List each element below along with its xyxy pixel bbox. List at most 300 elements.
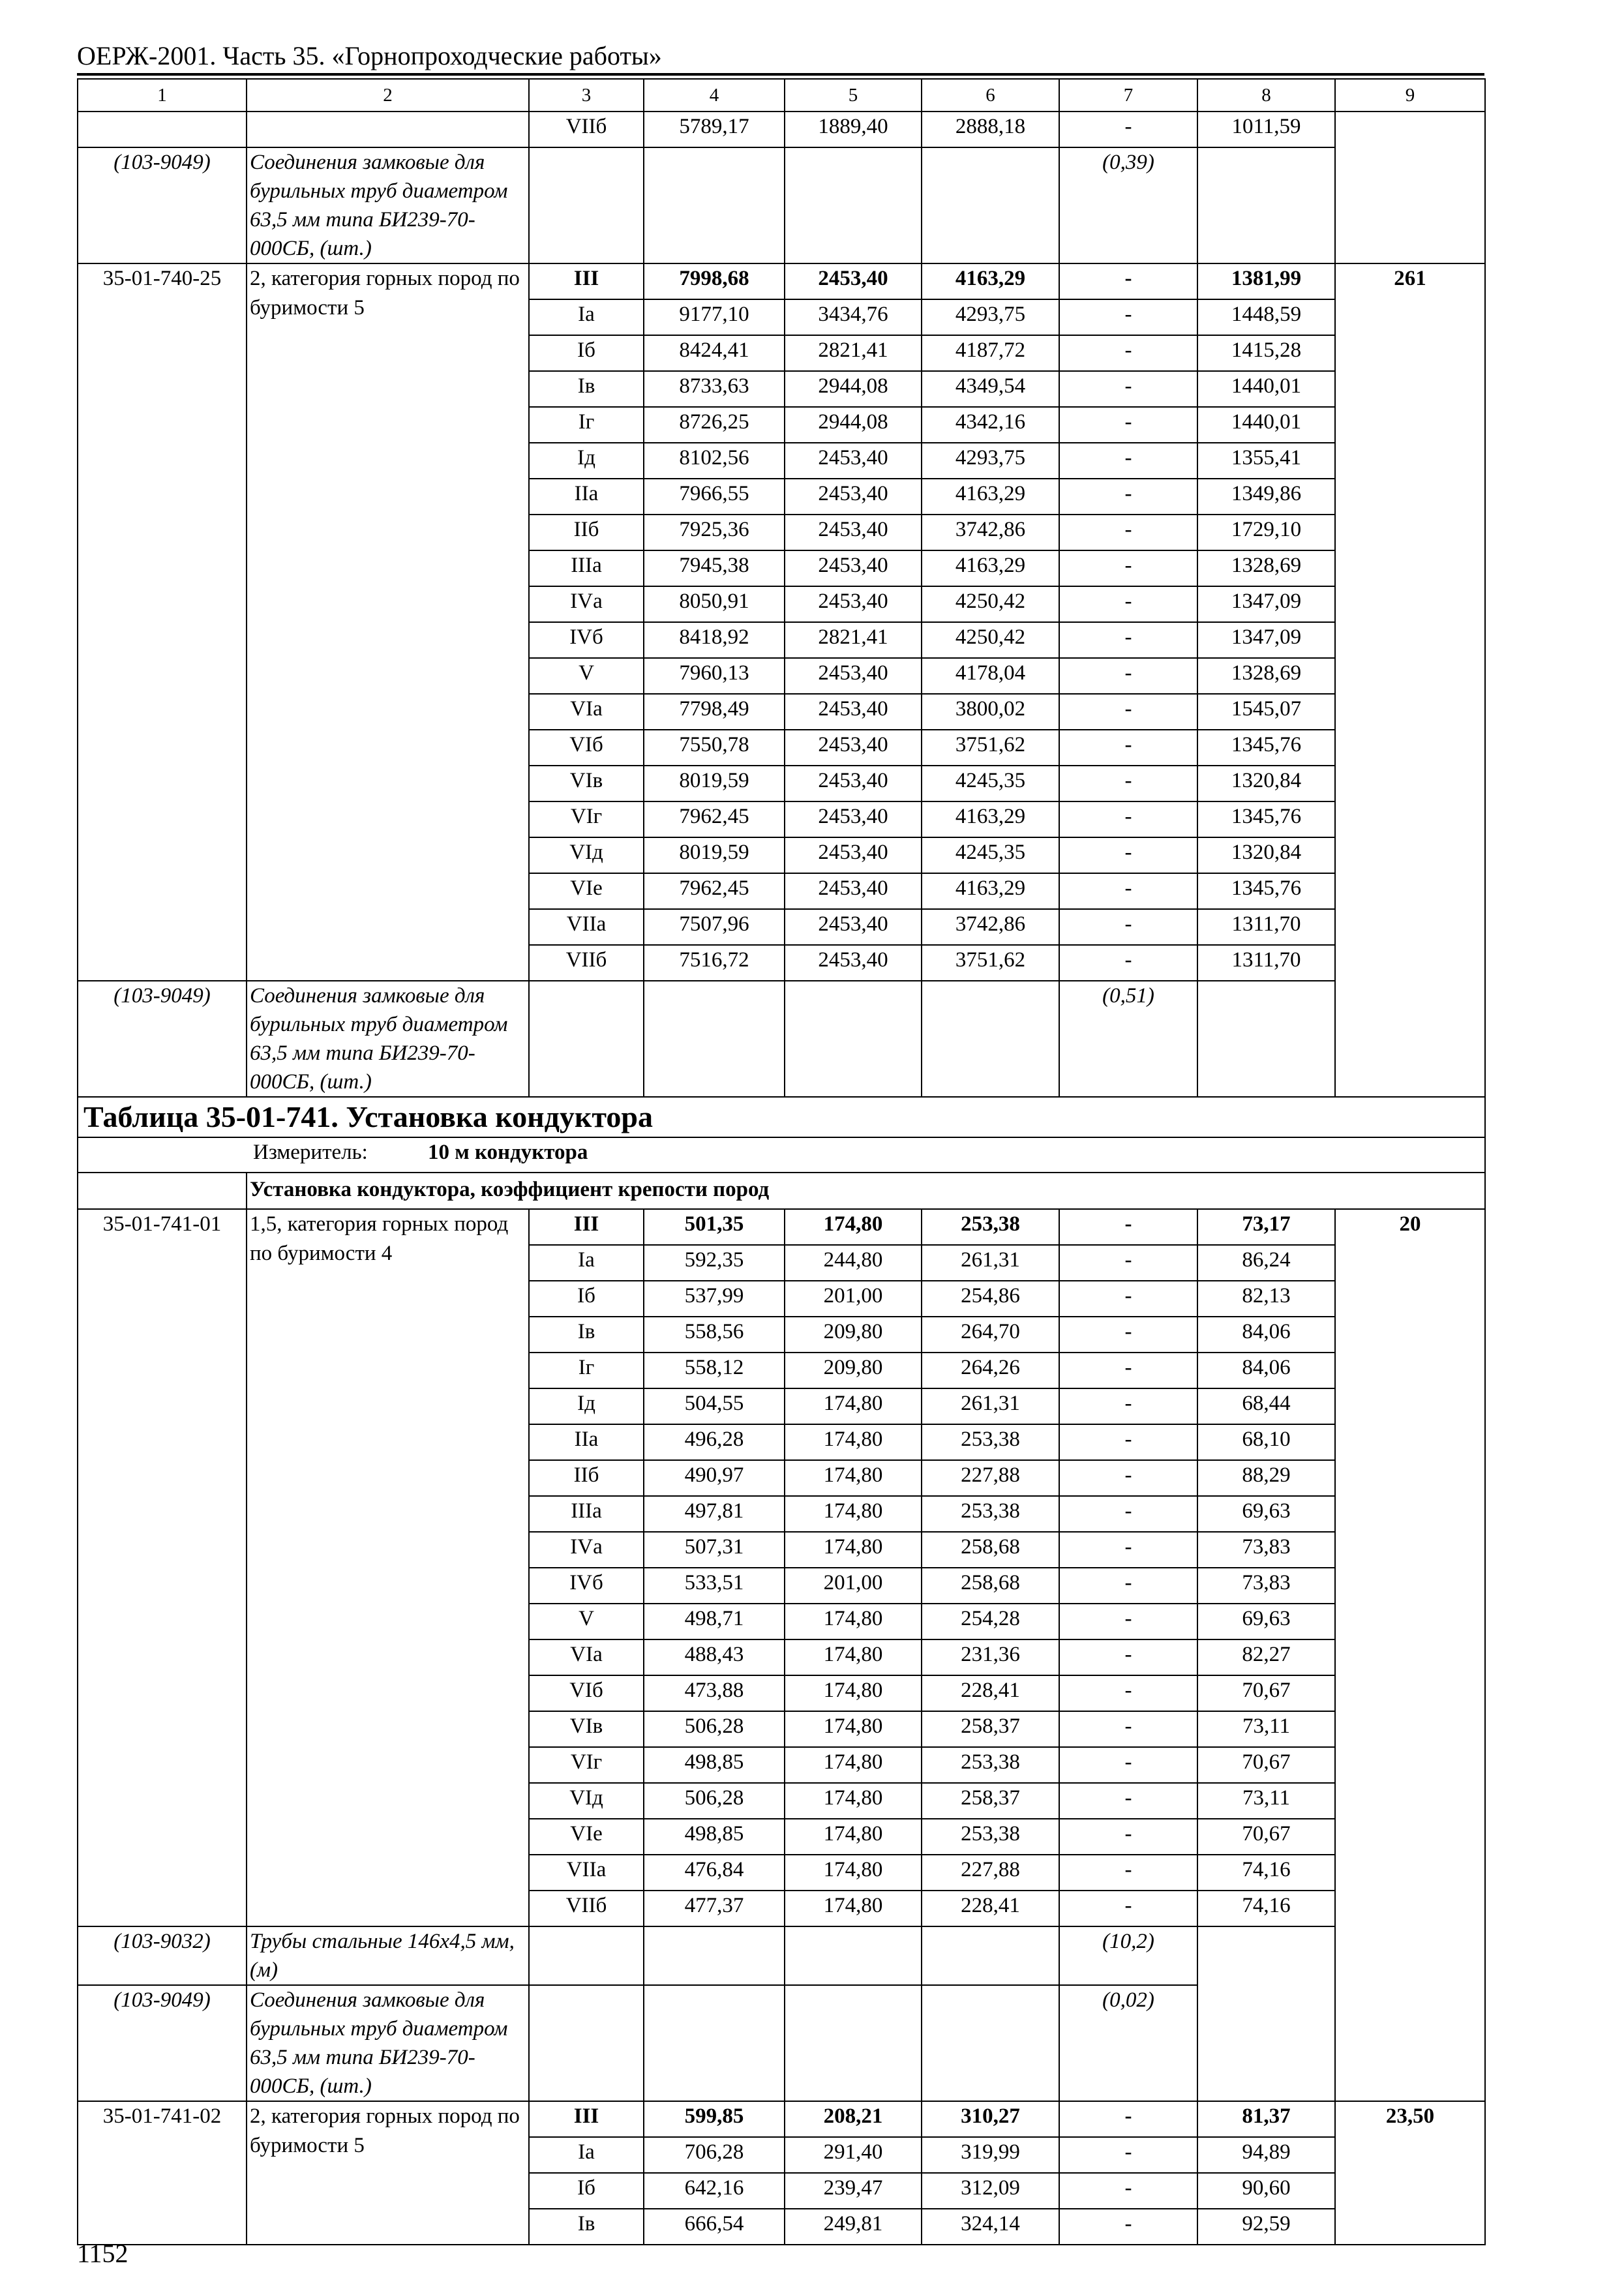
value-cell-c7: -: [1059, 586, 1197, 622]
value-cell-c6: 253,38: [922, 1209, 1059, 1245]
value-cell-c7: -: [1059, 335, 1197, 371]
page-number: 1152: [77, 2239, 128, 2268]
value-cell-c8: 1320,84: [1197, 766, 1335, 801]
value-cell-c7: -: [1059, 515, 1197, 550]
value-cell-c8: 1349,86: [1197, 479, 1335, 515]
value-cell-c8: 1448,59: [1197, 299, 1335, 335]
value-cell-c8: 74,16: [1197, 1855, 1335, 1891]
material-name-text: Соединения замковые для бурильных труб диаметром 63,5 мм типа БИ239-70-000СБ, (шт.): [250, 1988, 508, 2098]
region-cell: Iв: [529, 371, 644, 407]
value-cell-c6: 4245,35: [922, 837, 1059, 873]
value-cell-c5: 209,80: [785, 1317, 922, 1353]
value-cell-c8: 1328,69: [1197, 550, 1335, 586]
value-cell-c6: 253,38: [922, 1496, 1059, 1532]
value-cell-c4: 7962,45: [644, 801, 785, 837]
item-description: 2, категория горных пород по буримости 5: [247, 2101, 529, 2245]
value-cell-c7: -: [1059, 550, 1197, 586]
value-cell-c7: -: [1059, 766, 1197, 801]
value-cell-c8: 1347,09: [1197, 622, 1335, 658]
material-name: [247, 981, 529, 1097]
value-cell-c4: 8424,41: [644, 335, 785, 371]
value-cell-c7: -: [1059, 1209, 1197, 1245]
value-cell-c6: 4163,29: [922, 263, 1059, 299]
value-cell-c6: 4187,72: [922, 335, 1059, 371]
value-cell-c4: 533,51: [644, 1568, 785, 1604]
value-cell-c4: 558,12: [644, 1353, 785, 1388]
item-total: 20: [1335, 1209, 1485, 2101]
value-cell-c6: 254,28: [922, 1604, 1059, 1639]
value-cell-c6: 253,38: [922, 1424, 1059, 1460]
region-cell: VIа: [529, 1639, 644, 1675]
value-cell-c7: -: [1059, 694, 1197, 730]
column-number: 6: [922, 79, 1059, 112]
region-cell: Iб: [529, 1281, 644, 1317]
value-cell-c5: 2944,08: [785, 407, 922, 443]
value-cell-c4: 537,99: [644, 1281, 785, 1317]
subheading-row: [78, 1173, 1485, 1209]
value-cell-c6: 319,99: [922, 2137, 1059, 2173]
value-cell-c8: 1347,09: [1197, 586, 1335, 622]
material-quantity: (0,02): [1059, 1985, 1197, 2101]
material-code: (103-9049): [78, 1985, 247, 2101]
material-code: (103-9032): [78, 1926, 247, 1985]
total-cell: [1335, 112, 1485, 263]
region-cell: V: [529, 1604, 644, 1639]
value-cell-c6: 264,70: [922, 1317, 1059, 1353]
material-quantity: (0,51): [1059, 981, 1197, 1097]
value-cell-c4: 7945,38: [644, 550, 785, 586]
empty-cell: [922, 147, 1059, 263]
value-cell-c4: 7925,36: [644, 515, 785, 550]
value-cell-c6: 254,86: [922, 1281, 1059, 1317]
table-title-row: [78, 1097, 1485, 1137]
value-cell-c8: 82,27: [1197, 1639, 1335, 1675]
value-cell-c5: 2453,40: [785, 766, 922, 801]
value-cell-c6: 4163,29: [922, 801, 1059, 837]
value-cell-c7: -: [1059, 1855, 1197, 1891]
empty-cell: [644, 1926, 785, 1985]
region-cell: Iб: [529, 335, 644, 371]
value-cell-c4: 498,71: [644, 1604, 785, 1639]
value-cell-c4: 592,35: [644, 1245, 785, 1281]
region-cell: IVб: [529, 622, 644, 658]
value-cell-c8: 73,17: [1197, 1209, 1335, 1245]
column-number: 1: [78, 79, 247, 112]
region-cell: III: [529, 2101, 644, 2137]
value-cell-c8: 90,60: [1197, 2173, 1335, 2209]
value-cell-c4: 7960,13: [644, 658, 785, 694]
value-cell-c8: 92,59: [1197, 2209, 1335, 2245]
value-cell-c5: 2821,41: [785, 622, 922, 658]
subheading: Установка кондуктора, коэффициент крепости пород: [247, 1173, 1485, 1209]
value-cell-c8: 82,13: [1197, 1281, 1335, 1317]
column-number: 3: [529, 79, 644, 112]
value-cell-c8: 69,63: [1197, 1604, 1335, 1639]
region-cell: IVа: [529, 1532, 644, 1568]
value-cell-c5: 174,80: [785, 1711, 922, 1747]
value-cell-c6: 227,88: [922, 1855, 1059, 1891]
material-code: (103-9049): [78, 147, 247, 263]
region-cell: III: [529, 263, 644, 299]
value-cell-c5: 2453,40: [785, 550, 922, 586]
value-cell-c5: 1889,40: [785, 112, 922, 147]
value-cell-c8: 73,83: [1197, 1568, 1335, 1604]
value-cell-c5: 208,21: [785, 2101, 922, 2137]
value-cell-c4: 7507,96: [644, 909, 785, 945]
value-cell-c4: 8733,63: [644, 371, 785, 407]
value-cell-c5: 174,80: [785, 1209, 922, 1245]
value-cell-c4: 477,37: [644, 1891, 785, 1926]
region-cell: Iа: [529, 2137, 644, 2173]
value-cell-c4: 558,56: [644, 1317, 785, 1353]
value-cell-c8: 1345,76: [1197, 873, 1335, 909]
empty-cell: [785, 147, 922, 263]
region-cell: VIIа: [529, 1855, 644, 1891]
value-cell-c7: -: [1059, 1245, 1197, 1281]
code-cell: [78, 112, 247, 147]
value-cell-c4: 642,16: [644, 2173, 785, 2209]
value-cell-c4: 7962,45: [644, 873, 785, 909]
value-cell-c5: 239,47: [785, 2173, 922, 2209]
value-cell-c5: 174,80: [785, 1532, 922, 1568]
item-description: 2, категория горных пород по буримости 5: [247, 263, 529, 981]
value-cell-c7: -: [1059, 299, 1197, 335]
value-cell-c4: 497,81: [644, 1496, 785, 1532]
region-cell: Iг: [529, 1353, 644, 1388]
empty-cell: [529, 1926, 644, 1985]
item-total: 261: [1335, 263, 1485, 1097]
region-cell: VIб: [529, 1675, 644, 1711]
value-cell-c8: 73,83: [1197, 1532, 1335, 1568]
value-cell-c7: -: [1059, 658, 1197, 694]
value-cell-c8: 84,06: [1197, 1317, 1335, 1353]
item-code: 35-01-740-25: [78, 263, 247, 981]
value-cell-c7: -: [1059, 1317, 1197, 1353]
material-name-text: Соединения замковые для бурильных труб диаметром 63,5 мм типа БИ239-70-000СБ, (шт.): [250, 984, 508, 1094]
material-name: [247, 1985, 529, 2101]
value-cell-c8: 1311,70: [1197, 945, 1335, 981]
value-cell-c5: 2453,40: [785, 694, 922, 730]
value-cell-c8: 1345,76: [1197, 730, 1335, 766]
region-cell: VIIб: [529, 945, 644, 981]
value-cell-c6: 258,37: [922, 1783, 1059, 1819]
region-cell: IIб: [529, 1460, 644, 1496]
unit-cell: [78, 1137, 1485, 1173]
value-cell-c5: 174,80: [785, 1460, 922, 1496]
material-row: [78, 981, 1485, 1097]
value-cell-c7: -: [1059, 1424, 1197, 1460]
value-cell-c5: 3434,76: [785, 299, 922, 335]
region-cell: VIа: [529, 694, 644, 730]
value-cell-c6: 228,41: [922, 1675, 1059, 1711]
table-row: [78, 2101, 1485, 2137]
value-cell-c7: -: [1059, 1604, 1197, 1639]
value-cell-c7: -: [1059, 2101, 1197, 2137]
value-cell-c7: -: [1059, 371, 1197, 407]
value-cell-c7: -: [1059, 263, 1197, 299]
value-cell-c4: 498,85: [644, 1747, 785, 1783]
value-cell-c5: 244,80: [785, 1245, 922, 1281]
region-cell: IIа: [529, 1424, 644, 1460]
material-row: [78, 1985, 1485, 2101]
value-cell-c8: 88,29: [1197, 1460, 1335, 1496]
value-cell-c5: 174,80: [785, 1855, 922, 1891]
value-cell-c7: -: [1059, 622, 1197, 658]
value-cell-c8: 74,16: [1197, 1891, 1335, 1926]
value-cell-c5: 174,80: [785, 1819, 922, 1855]
value-cell-c8: 1415,28: [1197, 335, 1335, 371]
value-cell-c6: 4163,29: [922, 873, 1059, 909]
value-cell-c8: 94,89: [1197, 2137, 1335, 2173]
value-cell-c8: 70,67: [1197, 1675, 1335, 1711]
table-row: [78, 263, 1485, 299]
value-cell-c6: 4342,16: [922, 407, 1059, 443]
value-cell-c5: 2821,41: [785, 335, 922, 371]
value-cell-c4: 7516,72: [644, 945, 785, 981]
value-cell-c7: -: [1059, 873, 1197, 909]
value-cell-c4: 9177,10: [644, 299, 785, 335]
value-cell-c7: -: [1059, 443, 1197, 479]
value-cell-c7: -: [1059, 2137, 1197, 2173]
value-cell-c5: 2453,40: [785, 263, 922, 299]
region-cell: IIIа: [529, 550, 644, 586]
column-number-row: [78, 79, 1485, 112]
value-cell-c4: 498,85: [644, 1819, 785, 1855]
value-cell-c7: -: [1059, 945, 1197, 981]
value-cell-c7: -: [1059, 1388, 1197, 1424]
value-cell-c4: 666,54: [644, 2209, 785, 2245]
value-cell-c6: 3742,86: [922, 515, 1059, 550]
region-cell: VIIб: [529, 1891, 644, 1926]
region-cell: IIа: [529, 479, 644, 515]
item-code: 35-01-741-01: [78, 1209, 247, 1926]
value-cell-c7: -: [1059, 1639, 1197, 1675]
value-cell-c4: 504,55: [644, 1388, 785, 1424]
value-cell-c5: 174,80: [785, 1747, 922, 1783]
value-cell-c8: 1328,69: [1197, 658, 1335, 694]
value-cell-c5: 174,80: [785, 1891, 922, 1926]
region-cell: VIв: [529, 1711, 644, 1747]
empty-cell: [785, 1926, 922, 1985]
region-cell: IIб: [529, 515, 644, 550]
value-cell-c6: 258,37: [922, 1711, 1059, 1747]
value-cell-c4: 7998,68: [644, 263, 785, 299]
material-name-text: Соединения замковые для бурильных труб диаметром 63,5 мм типа БИ239-70-000СБ, (шт.): [250, 151, 508, 260]
empty-cell: [922, 1926, 1059, 1985]
column-number: 8: [1197, 79, 1335, 112]
value-cell-c8: 84,06: [1197, 1353, 1335, 1388]
value-cell-c6: 4163,29: [922, 479, 1059, 515]
column-number: 2: [247, 79, 529, 112]
region-cell: VIе: [529, 873, 644, 909]
value-cell-c8: 69,63: [1197, 1496, 1335, 1532]
value-cell-c6: 4250,42: [922, 622, 1059, 658]
value-cell-c6: 228,41: [922, 1891, 1059, 1926]
empty-cell: [785, 1985, 922, 2101]
value-cell-c4: 473,88: [644, 1675, 785, 1711]
material-name-text: Трубы стальные 146х4,5 мм, (м): [250, 1930, 515, 1982]
value-cell-c7: -: [1059, 1496, 1197, 1532]
value-cell-c4: 706,28: [644, 2137, 785, 2173]
value-cell-c6: 264,26: [922, 1353, 1059, 1388]
value-cell-c8: 70,67: [1197, 1747, 1335, 1783]
value-cell-c4: 501,35: [644, 1209, 785, 1245]
value-cell-c6: 3751,62: [922, 730, 1059, 766]
value-cell-c7: -: [1059, 1353, 1197, 1388]
value-cell-c6: 258,68: [922, 1568, 1059, 1604]
rates-table-body: [78, 79, 1485, 2245]
value-cell-c6: 3751,62: [922, 945, 1059, 981]
region-cell: Iв: [529, 2209, 644, 2245]
empty-cell: [529, 147, 644, 263]
unit-label: Измеритель:: [253, 1141, 368, 1164]
unit-value: 10 м кондуктора: [428, 1141, 588, 1164]
empty-cell: [529, 981, 644, 1097]
value-cell-c4: 8726,25: [644, 407, 785, 443]
value-cell-c5: 201,00: [785, 1568, 922, 1604]
value-cell-c7: -: [1059, 1532, 1197, 1568]
region-cell: VIIб: [529, 112, 644, 147]
value-cell-c4: 8050,91: [644, 586, 785, 622]
value-cell-c6: 253,38: [922, 1819, 1059, 1855]
value-cell-c4: 8418,92: [644, 622, 785, 658]
region-cell: VIб: [529, 730, 644, 766]
region-cell: IIIа: [529, 1496, 644, 1532]
value-cell-c8: 73,11: [1197, 1783, 1335, 1819]
region-cell: Iд: [529, 443, 644, 479]
value-cell-c8: 1311,70: [1197, 909, 1335, 945]
value-cell-c6: 310,27: [922, 2101, 1059, 2137]
table-row: [78, 112, 1485, 147]
item-total: 23,50: [1335, 2101, 1485, 2245]
value-cell-c4: 496,28: [644, 1424, 785, 1460]
value-cell-c5: 2453,40: [785, 945, 922, 981]
value-cell-c7: -: [1059, 1711, 1197, 1747]
region-cell: VIе: [529, 1819, 644, 1855]
value-cell-c6: 231,36: [922, 1639, 1059, 1675]
value-cell-c7: -: [1059, 1460, 1197, 1496]
table-row: [78, 1209, 1485, 1245]
value-cell-c4: 7798,49: [644, 694, 785, 730]
value-cell-c6: 312,09: [922, 2173, 1059, 2209]
value-cell-c4: 7550,78: [644, 730, 785, 766]
region-cell: Iа: [529, 1245, 644, 1281]
value-cell-c6: 4250,42: [922, 586, 1059, 622]
value-cell-c5: 2453,40: [785, 443, 922, 479]
value-cell-c7: -: [1059, 1675, 1197, 1711]
value-cell-c8: 1440,01: [1197, 371, 1335, 407]
material-code: (103-9049): [78, 981, 247, 1097]
item-code: 35-01-741-02: [78, 2101, 247, 2245]
value-cell-c7: -: [1059, 837, 1197, 873]
value-cell-c7: -: [1059, 407, 1197, 443]
value-cell-c4: 490,97: [644, 1460, 785, 1496]
value-cell-c5: 2944,08: [785, 371, 922, 407]
item-description: 1,5, категория горных пород по буримости 4: [247, 1209, 529, 1926]
value-cell-c6: 3742,86: [922, 909, 1059, 945]
value-cell-c6: 4293,75: [922, 443, 1059, 479]
value-cell-c7: -: [1059, 1747, 1197, 1783]
value-cell-c5: 201,00: [785, 1281, 922, 1317]
value-cell-c8: 1011,59: [1197, 112, 1335, 147]
value-cell-c5: 249,81: [785, 2209, 922, 2245]
region-cell: VIв: [529, 766, 644, 801]
value-cell-c8: 68,10: [1197, 1424, 1335, 1460]
value-cell-c6: 261,31: [922, 1388, 1059, 1424]
value-cell-c6: 227,88: [922, 1460, 1059, 1496]
value-cell-c7: -: [1059, 1568, 1197, 1604]
value-cell-c5: 174,80: [785, 1604, 922, 1639]
value-cell-c5: 2453,40: [785, 586, 922, 622]
region-cell: IVб: [529, 1568, 644, 1604]
column-number: 7: [1059, 79, 1197, 112]
value-cell-c8: 81,37: [1197, 2101, 1335, 2137]
value-cell-c4: 599,85: [644, 2101, 785, 2137]
value-cell-c5: 174,80: [785, 1388, 922, 1424]
material-quantity: (0,39): [1059, 147, 1197, 263]
value-cell-c8: 1345,76: [1197, 801, 1335, 837]
region-cell: VIд: [529, 1783, 644, 1819]
value-cell-c5: 291,40: [785, 2137, 922, 2173]
value-cell-c6: 4163,29: [922, 550, 1059, 586]
value-cell-c8: 1355,41: [1197, 443, 1335, 479]
material-quantity: (10,2): [1059, 1926, 1197, 1985]
empty-cell: [644, 1985, 785, 2101]
value-cell-c4: 507,31: [644, 1532, 785, 1568]
region-cell: Iв: [529, 1317, 644, 1353]
value-cell-c8: 1320,84: [1197, 837, 1335, 873]
value-cell-c7: -: [1059, 801, 1197, 837]
running-header: ОЕРЖ-2001. Часть 35. «Горнопроходческие работы»: [77, 39, 1484, 76]
region-cell: V: [529, 658, 644, 694]
value-cell-c5: 174,80: [785, 1639, 922, 1675]
value-cell-c5: 174,80: [785, 1675, 922, 1711]
value-cell-c5: 2453,40: [785, 730, 922, 766]
value-cell-c6: 4349,54: [922, 371, 1059, 407]
region-cell: Iб: [529, 2173, 644, 2209]
value-cell-c4: 506,28: [644, 1711, 785, 1747]
value-cell-c4: 488,43: [644, 1639, 785, 1675]
value-cell-c7: -: [1059, 909, 1197, 945]
empty-cell: [644, 147, 785, 263]
region-cell: VIг: [529, 1747, 644, 1783]
value-cell-c7: -: [1059, 2173, 1197, 2209]
region-cell: IVа: [529, 586, 644, 622]
column-number: 9: [1335, 79, 1485, 112]
description-cell: [247, 112, 529, 147]
empty-cell: [922, 981, 1059, 1097]
material-row: [78, 1926, 1485, 1985]
region-cell: Iд: [529, 1388, 644, 1424]
value-cell-c5: 2453,40: [785, 873, 922, 909]
value-cell-c4: 5789,17: [644, 112, 785, 147]
value-cell-c5: 209,80: [785, 1353, 922, 1388]
value-cell-c6: 258,68: [922, 1532, 1059, 1568]
material-name: [247, 147, 529, 263]
value-cell-c4: 8102,56: [644, 443, 785, 479]
region-cell: VIг: [529, 801, 644, 837]
material-row: [78, 147, 1485, 263]
value-cell-c6: 253,38: [922, 1747, 1059, 1783]
region-cell: VIIа: [529, 909, 644, 945]
value-cell-c7: -: [1059, 1783, 1197, 1819]
value-cell-c4: 476,84: [644, 1855, 785, 1891]
value-cell-c8: 70,67: [1197, 1819, 1335, 1855]
value-cell-c6: 3800,02: [922, 694, 1059, 730]
value-cell-c7: -: [1059, 2209, 1197, 2245]
value-cell-c7: -: [1059, 112, 1197, 147]
value-cell-c6: 4245,35: [922, 766, 1059, 801]
